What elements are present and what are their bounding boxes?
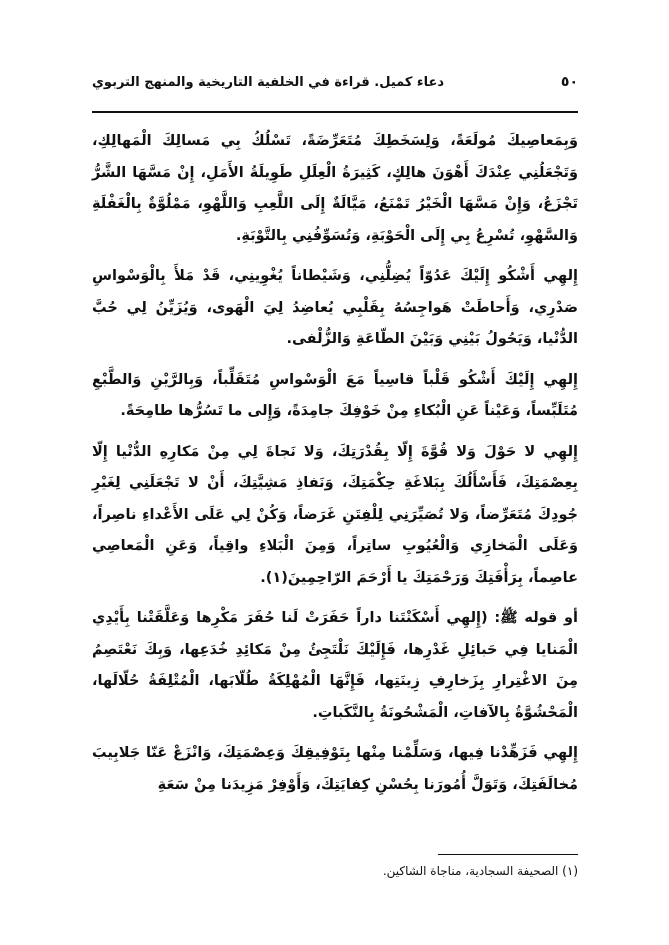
paragraph: أو قوله ﷺ: (إِلهِي أَسْكَنْتَنا داراً حَفَرَتْ لَنا حُفَرَ مَكْرِها وَعَلَّقَتْنا بِأَيْدِي الْمَنايا فِي حَبائِلِ غَدْرِها، فَإِلَيْكَ نَلْتَجِئُ مِنْ مَكائِدِ خُدَعِها، وَبِكَ نَعْتَصِمُ مِنَ الاغْتِرارِ بِزَخارِفِ زِينَتِها، فَإِنَّهَا الْمُهْلِكَةُ طُلّابَها، الْمُتْلِفَةُ حُلّالَها، الْمَحْشُوَّةُ بِالآفاتِ، الْمَشْحُونَةُ بِالنَّكَباتِ. [92,610,578,721]
paragraph: إِلهِي إِلَيْكَ أَشْكُو قَلْباً قاسِياً مَعَ الْوَسْواسِ مُتَقَلِّباً، وَبِالرَّيْنِ وَالطَّبْعِ مُتَلَبِّساً، وَعَيْناً عَنِ الْبُكاءِ مِنْ خَوْفِكَ جامِدَةً، وَإِلى ما تَسُرُّها طامِحَةً. [92,371,578,419]
header-rule [92,111,578,113]
page-number: ٥٠ [560,74,578,90]
footnote-rule [438,854,578,855]
running-title: دعاء كميل. قراءة في الخلفية التاريخية والمنهج التربوي [92,75,445,90]
body-text [92,126,578,810]
paragraph: إِلهِي أَشْكُو إِلَيْكَ عَدُوّاً يُضِلُّنِي، وَشَيْطاناً يُغْوِينِي، قَدْ مَلأَ بِالْوَسْواسِ صَدْرِي، وَأَحاطَتْ هَواجِسُهُ بِقَلْبِي يُعاضِدُ لِيَ الْهَوى، وَيُزَيِّنُ لِي حُبَّ الدُّنْيا، وَيَحُولُ بَيْنِي وَبَيْنَ الطّاعَةِ وَالزُّلْفى. [92,268,578,347]
running-header [92,74,578,90]
paragraph: وَبِمَعاصِيكَ مُولَعَةً، وَلِسَخَطِكَ مُتَعَرِّضَةً، تَسْلُكُ بِي مَسالِكَ الْمَهالِكِ، وَتَجْعَلُنِي عِنْدَكَ أَهْوَنَ هالِكٍ، كَثِيرَةُ الْعِلَلِ طَوِيلَةُ الأَمَلِ، إِنْ مَسَّهَا الشَّرُّ تَجْزَعُ، وَإِنْ مَسَّهَا الْخَيْرُ تَمْنَعُ، مَيَّالَةٌ إِلَى اللَّعِبِ وَاللَّهْوِ، مَمْلُوَّةٌ بِالْغَفْلَةِ وَالسَّهْوِ، تُسْرِعُ بِي إِلَى الْحَوْبَةِ، وَتُسَوِّفُنِي بِالتَّوْبَةِ. [92,133,578,244]
paragraph: إِلهِي فَزَهِّدْنا فِيها، وَسَلِّمْنا مِنْها بِتَوْفِيقِكَ وَعِصْمَتِكَ، وَانْزَعْ عَنّا جَلابِيبَ مُخالَفَتِكَ، وَتَوَلَّ أُمُورَنا بِحُسْنِ كِفايَتِكَ، وَأَوْفِرْ مَزِيدَنا مِنْ سَعَةِ [92,745,578,793]
paragraph: إِلهِي لا حَوْلَ وَلا قُوَّةَ إِلّا بِقُدْرَتِكَ، وَلا نَجاةَ لِي مِنْ مَكارِهِ الدُّنْيا إِلّا بِعِصْمَتِكَ، فَأَسْأَلُكَ بِبَلاغَةِ حِكْمَتِكَ، وَنَفاذِ مَشِيَّتِكَ، أَنْ لا تَجْعَلَنِي لِغَيْرِ جُودِكَ مُتَعَرِّضاً، وَلا تُصَيِّرَنِي لِلْفِتَنِ غَرَضاً، وَكُنْ لِي عَلَى الأَعْداءِ ناصِراً، وَعَلَى الْمَخازِي وَالْعُيُوبِ ساتِراً، وَمِنَ الْبَلاءِ واقِياً، وَعَنِ الْمَعاصِي عاصِماً، بِرَأْفَتِكَ وَرَحْمَتِكَ يا أَرْحَمَ الرّاحِمِينَ(١). [92,443,578,586]
footnote: (١) الصحيفة السجادية، مناجاة الشاكين. [382,864,578,878]
